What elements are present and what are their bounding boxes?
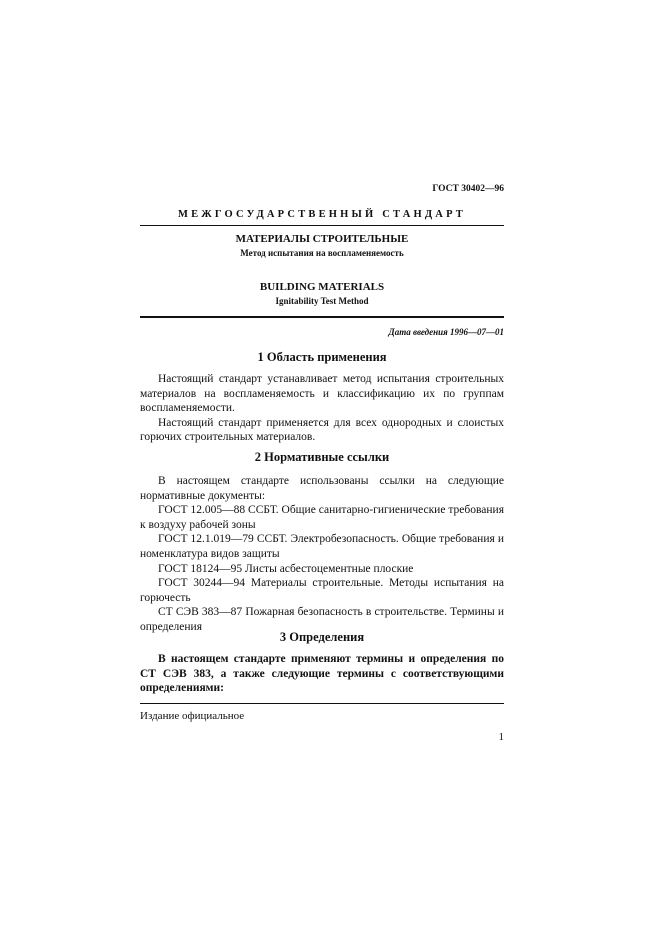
reference-item: ГОСТ 18124—95 Листы асбестоцементные плоские — [158, 562, 414, 575]
page-number: 1 — [498, 731, 504, 743]
subtitle-ru: Метод испытания на воспламеняемость — [240, 248, 404, 258]
definitions-text — [140, 652, 504, 696]
section-heading-definitions: 3 Определения — [279, 630, 365, 644]
section-heading-references: 2 Нормативные ссылки — [254, 450, 390, 464]
reference-item: ГОСТ 30244—94 Материалы строительные. Методы испытания на горючесть — [140, 577, 504, 604]
introduction-date: Дата введения 1996—07—01 — [388, 327, 504, 337]
title-ru: МАТЕРИАЛЫ СТРОИТЕЛЬНЫЕ — [235, 233, 409, 245]
references-text — [140, 474, 504, 635]
title-en: BUILDING MATERIALS — [259, 281, 385, 293]
paragraph: В настоящем стандарте использованы ссылки на следующие нормативные документы: — [140, 475, 504, 502]
title-rule — [140, 316, 504, 318]
paragraph: Настоящий стандарт применяется для всех однородных и слоистых горючих строительных материалов. — [140, 416, 504, 444]
scope-text — [140, 372, 504, 445]
reference-item: ГОСТ 12.005—88 ССБТ. Общие санитарно-гигиенические требования к воздуху рабочей зоны — [140, 504, 504, 531]
paragraph: В настоящем стандарте применяют термины и определения по СТ СЭВ 383, а также следующие термины с соответствующими определениями: — [140, 653, 504, 695]
section-heading-scope: 1 Область применения — [257, 350, 387, 364]
paragraph: Настоящий стандарт устанавливает метод испытания строительных материалов на воспламеняемость и классификацию их по группам воспламеняемости. — [140, 373, 504, 415]
header-rule — [140, 225, 504, 226]
reference-item: ГОСТ 12.1.019—79 ССБТ. Электробезопасность. Общие требования и номенклатура видов защиты — [140, 533, 504, 560]
reference-item: СТ СЭВ 383—87 Пожарная безопасность в строительстве. Термины и определения — [140, 606, 504, 633]
subtitle-en: Ignitability Test Method — [275, 296, 369, 306]
footer-rule — [140, 703, 504, 704]
interstate-standard-label: МЕЖГОСУДАРСТВЕННЫЙ СТАНДАРТ — [177, 209, 467, 220]
standard-code: ГОСТ 30402—96 — [432, 184, 504, 194]
edition-note: Издание официальное — [140, 710, 245, 722]
